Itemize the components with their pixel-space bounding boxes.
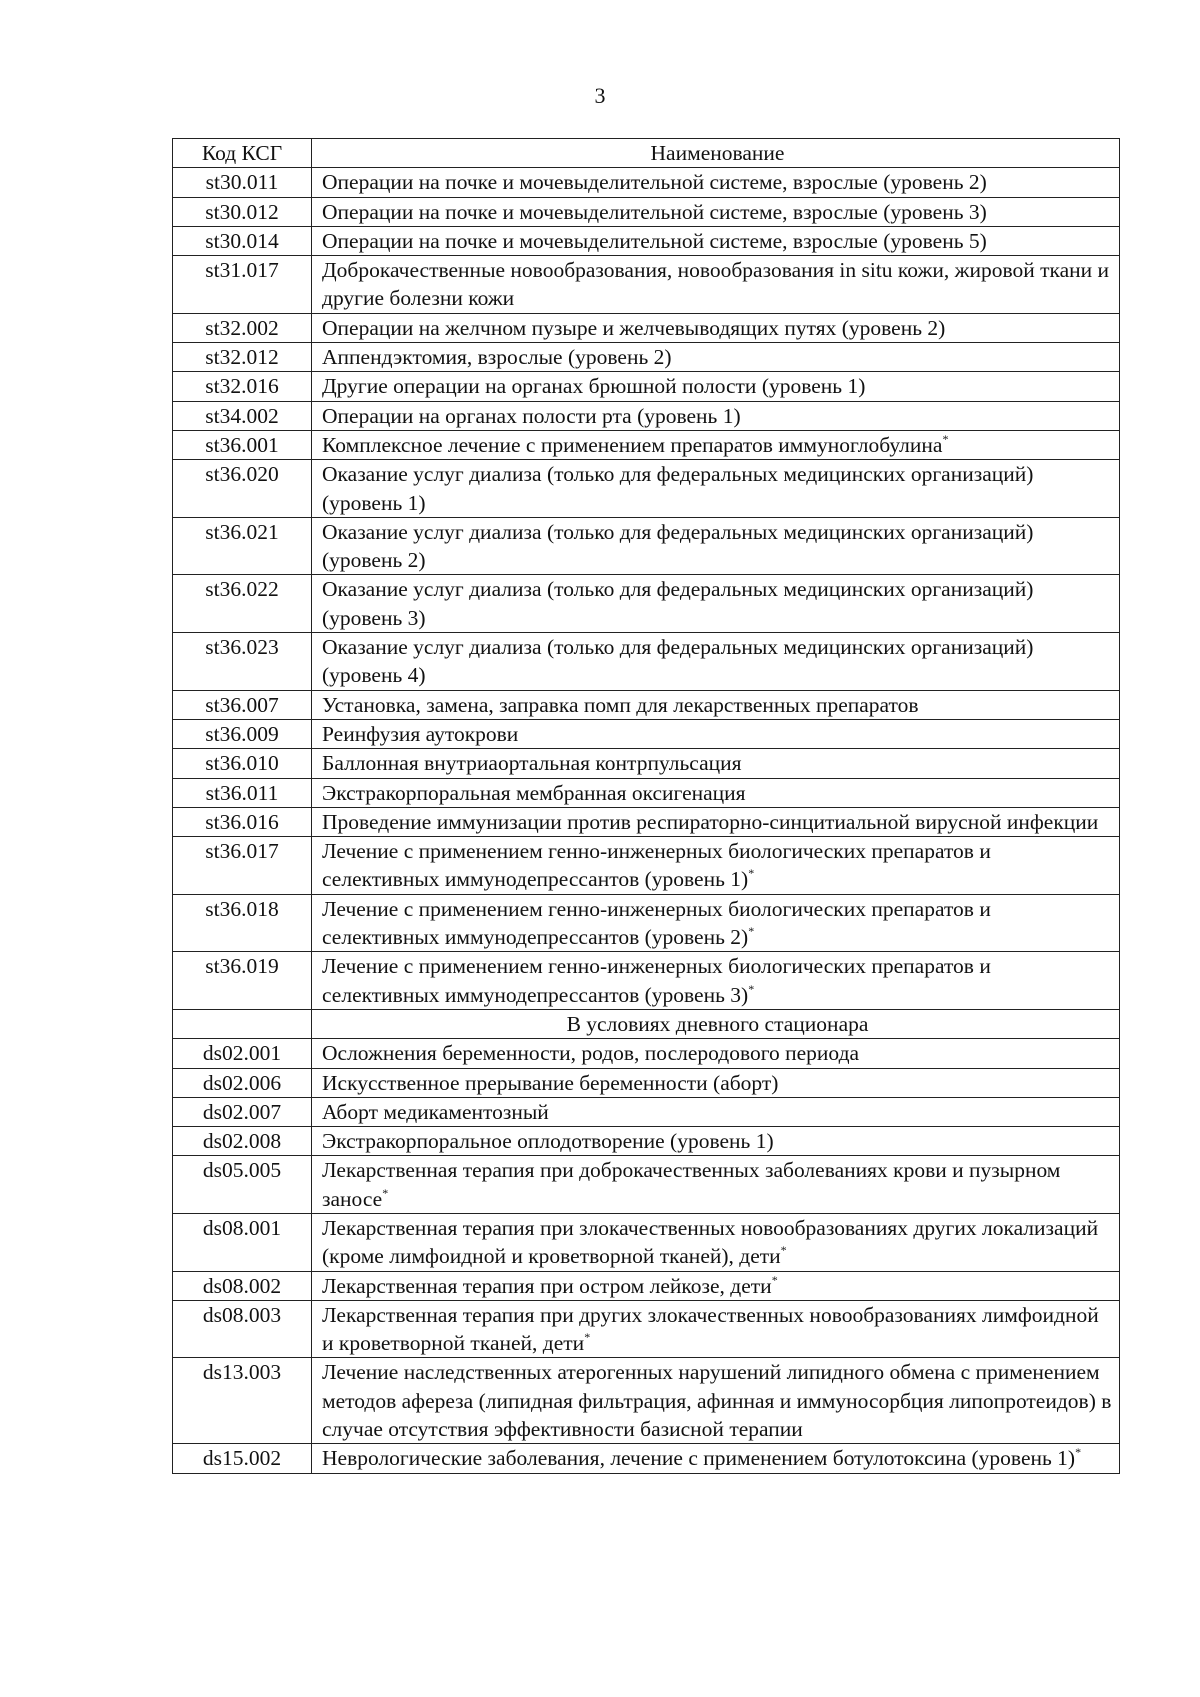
ksg-name-text: Аборт медикаментозный xyxy=(322,1099,549,1124)
ksg-code-cell: st36.007 xyxy=(173,690,312,719)
footnote-mark: * xyxy=(780,1243,787,1258)
column-header-name: Наименование xyxy=(312,139,1120,168)
table-row xyxy=(173,372,1120,401)
ksg-name-cell xyxy=(312,197,1120,226)
ksg-name-text: Оказание услуг диализа (только для федеральных медицинских организаций) (уровень 1) xyxy=(322,462,1034,515)
section-heading-empty-cell xyxy=(173,1009,312,1038)
ksg-code-cell: st36.021 xyxy=(173,517,312,575)
ksg-name-cell xyxy=(312,1271,1120,1300)
footnote-mark: * xyxy=(382,1185,389,1200)
footnote-mark: * xyxy=(771,1272,778,1287)
footnote-mark: * xyxy=(942,431,949,446)
ksg-code-cell: st36.009 xyxy=(173,719,312,748)
ksg-code-cell: st30.014 xyxy=(173,226,312,255)
table-row xyxy=(173,894,1120,952)
ksg-name-cell xyxy=(312,1127,1120,1156)
ksg-name-text: Аппендэктомия, взрослые (уровень 2) xyxy=(322,345,672,370)
ksg-code-cell: st36.022 xyxy=(173,575,312,633)
table-body-day-hospital xyxy=(173,1039,1120,1473)
ksg-name-cell xyxy=(312,460,1120,518)
ksg-name-text: Другие операции на органах брюшной полости (уровень 1) xyxy=(322,374,866,399)
ksg-name-cell xyxy=(312,719,1120,748)
table-row xyxy=(173,1358,1120,1444)
ksg-name-cell xyxy=(312,952,1120,1010)
table-row xyxy=(173,226,1120,255)
ksg-name-text: Операции на желчном пузыре и желчевыводящих путях (уровень 2) xyxy=(322,315,946,340)
ksg-code-cell: st36.011 xyxy=(173,778,312,807)
ksg-name-cell xyxy=(312,168,1120,197)
ksg-code-cell: st36.023 xyxy=(173,633,312,691)
ksg-name-text: Лечение с применением генно-инженерных биологических препаратов и селективных иммунодепрессантов (уровень 3) xyxy=(322,954,991,1007)
table-row xyxy=(173,575,1120,633)
footnote-mark: * xyxy=(748,981,755,996)
table-body-hospital xyxy=(173,168,1120,1010)
ksg-name-cell xyxy=(312,517,1120,575)
ksg-code-cell: st36.019 xyxy=(173,952,312,1010)
ksg-name-cell xyxy=(312,372,1120,401)
ksg-name-text: Доброкачественные новообразования, новообразования in situ кожи, жировой ткани и другие болезни кожи xyxy=(322,258,1110,311)
table-row xyxy=(173,633,1120,691)
ksg-name-text: Искусственное прерывание беременности (аборт) xyxy=(322,1070,779,1095)
ksg-name-text: Операции на почке и мочевыделительной системе, взрослые (уровень 5) xyxy=(322,228,987,253)
ksg-code-cell: ds13.003 xyxy=(173,1358,312,1444)
ksg-name-cell xyxy=(312,1156,1120,1214)
table-row xyxy=(173,1097,1120,1126)
table-row xyxy=(173,197,1120,226)
ksg-code-cell: ds15.002 xyxy=(173,1444,312,1473)
ksg-code-cell: st36.020 xyxy=(173,460,312,518)
ksg-name-cell xyxy=(312,1097,1120,1126)
ksg-name-text: Экстракорпоральное оплодотворение (уровень 1) xyxy=(322,1129,774,1154)
ksg-name-cell xyxy=(312,807,1120,836)
table-header-row xyxy=(173,139,1120,168)
ksg-code-cell: ds02.007 xyxy=(173,1097,312,1126)
table-row xyxy=(173,778,1120,807)
ksg-name-cell xyxy=(312,894,1120,952)
ksg-name-cell xyxy=(312,575,1120,633)
ksg-name-text: Оказание услуг диализа (только для федеральных медицинских организаций) (уровень 3) xyxy=(322,577,1034,630)
ksg-name-text: Неврологические заболевания, лечение с применением ботулотоксина (уровень 1) xyxy=(322,1446,1076,1471)
ksg-code-cell: st36.010 xyxy=(173,749,312,778)
ksg-name-text: Экстракорпоральная мембранная оксигенация xyxy=(322,780,746,805)
table-row xyxy=(173,313,1120,342)
section-heading-row xyxy=(173,1009,1120,1038)
table-row xyxy=(173,460,1120,518)
column-header-code: Код КСГ xyxy=(173,139,312,168)
ksg-name-text: Операции на органах полости рта (уровень 1) xyxy=(322,403,741,428)
ksg-name-text: Оказание услуг диализа (только для федеральных медицинских организаций) (уровень 2) xyxy=(322,519,1034,573)
table-row xyxy=(173,1444,1120,1473)
ksg-name-text: Осложнения беременности, родов, послеродового периода xyxy=(322,1041,860,1066)
ksg-name-cell xyxy=(312,633,1120,691)
table-row xyxy=(173,1271,1120,1300)
footnote-mark: * xyxy=(1075,1445,1082,1460)
ksg-name-cell xyxy=(312,256,1120,314)
ksg-name-text: Комплексное лечение с применением препаратов иммуноглобулина xyxy=(322,432,943,457)
table-row xyxy=(173,1068,1120,1097)
table-row xyxy=(173,837,1120,895)
table-row xyxy=(173,168,1120,197)
ksg-name-text: Лекарственная терапия при доброкачественных заболеваниях крови и пузырном заносе xyxy=(322,1158,1061,1211)
table-body-section-heading xyxy=(173,1009,1120,1038)
footnote-mark: * xyxy=(748,866,755,881)
ksg-name-text: Лекарственная терапия при остром лейкозе, дети xyxy=(322,1273,772,1298)
ksg-code-cell: st34.002 xyxy=(173,401,312,430)
ksg-code-cell: ds08.003 xyxy=(173,1300,312,1358)
table-row xyxy=(173,1156,1120,1214)
ksg-name-cell xyxy=(312,226,1120,255)
ksg-name-cell xyxy=(312,401,1120,430)
ksg-name-text: Операции на почке и мочевыделительной системе, взрослые (уровень 2) xyxy=(322,170,987,195)
ksg-name-cell xyxy=(312,430,1120,459)
ksg-table xyxy=(172,138,1120,1474)
table-row xyxy=(173,952,1120,1010)
table-row xyxy=(173,1127,1120,1156)
ksg-name-text: Установка, замена, заправка помп для лекарственных препаратов xyxy=(322,692,919,717)
ksg-name-text: Проведение иммунизации против респираторно-синцитиальной вирусной инфекции xyxy=(322,809,1099,834)
ksg-code-cell: st30.012 xyxy=(173,197,312,226)
ksg-code-cell: ds08.002 xyxy=(173,1271,312,1300)
ksg-code-cell: st32.012 xyxy=(173,343,312,372)
ksg-name-text: Баллонная внутриаортальная контрпульсация xyxy=(322,751,742,776)
table-row xyxy=(173,690,1120,719)
ksg-code-cell: ds08.001 xyxy=(173,1213,312,1271)
table-row xyxy=(173,401,1120,430)
ksg-name-cell xyxy=(312,690,1120,719)
page-number: 3 xyxy=(594,83,606,108)
ksg-code-cell: st31.017 xyxy=(173,256,312,314)
table-row xyxy=(173,1300,1120,1358)
ksg-name-cell xyxy=(312,313,1120,342)
ksg-name-text: Операции на почке и мочевыделительной системе, взрослые (уровень 3) xyxy=(322,199,987,224)
table-row xyxy=(173,807,1120,836)
ksg-name-text: Оказание услуг диализа (только для федеральных медицинских организаций) (уровень 4) xyxy=(322,635,1034,688)
table-row xyxy=(173,719,1120,748)
ksg-name-cell xyxy=(312,1039,1120,1068)
ksg-code-cell: st30.011 xyxy=(173,168,312,197)
ksg-code-cell: st36.016 xyxy=(173,807,312,836)
table-row xyxy=(173,256,1120,314)
ksg-name-text: Лекарственная терапия при других злокачественных новообразованиях лимфоидной и кроветворной тканей, дети xyxy=(322,1302,1099,1356)
ksg-code-cell: st32.002 xyxy=(173,313,312,342)
ksg-name-cell xyxy=(312,778,1120,807)
table-row xyxy=(173,430,1120,459)
ksg-code-cell: st32.016 xyxy=(173,372,312,401)
ksg-name-cell xyxy=(312,837,1120,895)
ksg-name-text: Лекарственная терапия при злокачественных новообразованиях других локализаций (кроме лимфоидной и кроветворной тканей), дети xyxy=(322,1215,1099,1269)
table-row xyxy=(173,749,1120,778)
footnote-mark: * xyxy=(584,1330,591,1345)
ksg-name-cell xyxy=(312,343,1120,372)
ksg-name-text: Лечение с применением генно-инженерных биологических препаратов и селективных иммунодепрессантов (уровень 2) xyxy=(322,896,991,950)
ksg-name-cell xyxy=(312,1300,1120,1358)
ksg-name-cell xyxy=(312,1213,1120,1271)
table-row xyxy=(173,517,1120,575)
ksg-name-cell xyxy=(312,1358,1120,1444)
footnote-mark: * xyxy=(748,924,755,939)
ksg-code-cell: st36.017 xyxy=(173,837,312,895)
table-row xyxy=(173,343,1120,372)
ksg-code-cell: ds05.005 xyxy=(173,1156,312,1214)
ksg-name-cell xyxy=(312,1444,1120,1473)
ksg-name-text: Лечение наследственных атерогенных нарушений липидного обмена с применением методов афереза (липидная фильтрация, афинная и иммуносорбция липопротеидов) в случае отсутствия эффективности базисной терапии xyxy=(322,1360,1112,1442)
table-row xyxy=(173,1213,1120,1271)
ksg-code-cell: ds02.006 xyxy=(173,1068,312,1097)
ksg-name-text: Лечение с применением генно-инженерных биологических препаратов и селективных иммунодепрессантов (уровень 1) xyxy=(322,839,991,892)
ksg-code-cell: st36.001 xyxy=(173,430,312,459)
table-row xyxy=(173,1039,1120,1068)
ksg-code-cell: st36.018 xyxy=(173,894,312,952)
ksg-code-cell: ds02.008 xyxy=(173,1127,312,1156)
section-title: В условиях дневного стационара xyxy=(312,1009,1120,1038)
ksg-code-cell: ds02.001 xyxy=(173,1039,312,1068)
ksg-name-text: Реинфузия аутокрови xyxy=(322,721,519,746)
ksg-name-cell xyxy=(312,749,1120,778)
ksg-name-cell xyxy=(312,1068,1120,1097)
